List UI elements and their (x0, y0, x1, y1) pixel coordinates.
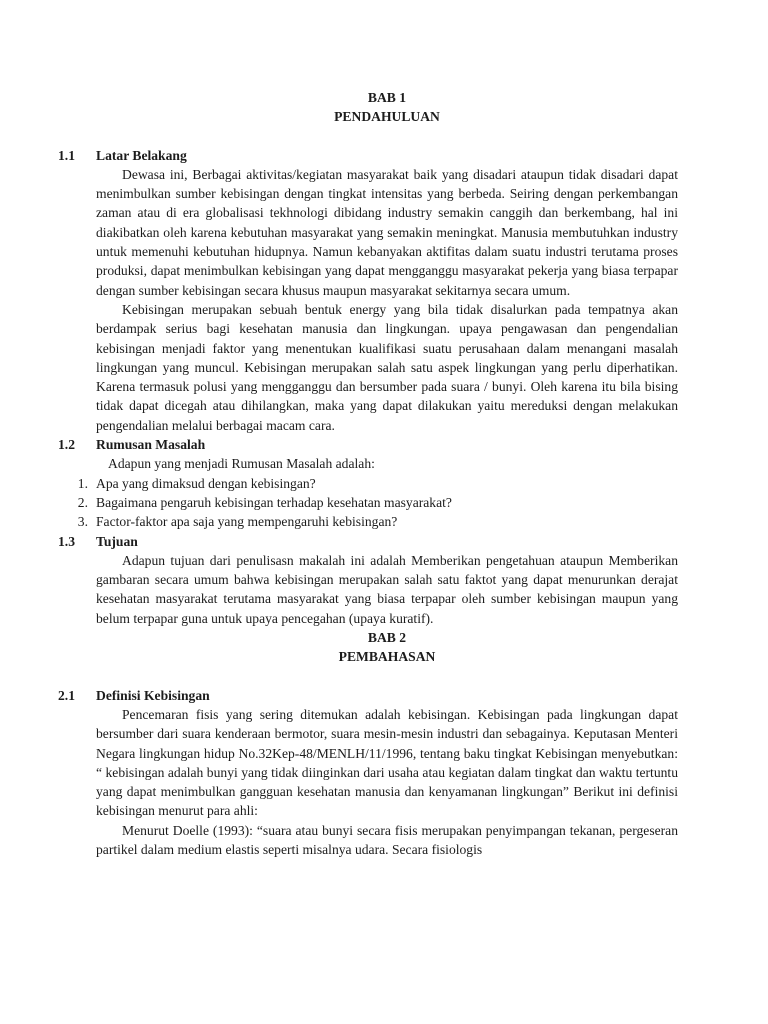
list-item (58, 493, 678, 512)
list-number: 2. (77, 494, 88, 510)
section-number: 2.1 (58, 687, 75, 703)
list-number: 1. (77, 475, 88, 491)
list-item (58, 512, 678, 531)
list-number: 3. (77, 514, 88, 530)
section-1-2-body (96, 454, 678, 473)
spacer (58, 667, 678, 686)
chapter-2-title: BAB 2 (367, 630, 407, 646)
section-1-2-heading (58, 435, 678, 454)
list-item (58, 474, 678, 493)
list-text: Factor-faktor apa saja yang mempengaruhi kebisingan? (96, 514, 398, 530)
list-text: Bagaimana pengaruh kebisingan terhadap kesehatan masyarakat? (96, 494, 452, 510)
section-1-3-body (96, 551, 678, 628)
section-number: 1.2 (58, 437, 75, 453)
paragraph: Dewasa ini, Berbagai aktivitas/kegiatan masyarakat baik yang disadari ataupun tidak disadari dapat menimbulkan sumber kebisingan dengan tingkat intensitas yang berbeda. Seiring dengan perkembangan zaman atau di era globalisasi tekhnologi dibidang industry semakin canggih dan berkembang, hal ini diakibatkan oleh karena kebutuhan masyarakat yang semakin meningkat. Manusia membutuhkan industry untuk memenuhi kebutuhan hidupnya. Namun kebanyakan aktifitas dalam suatu industri terutama proses produksi, dapat menimbulkan kebisingan yang dapat mengganggu masyarakat pekerja yang biasa terpapar dengan sumber kebisingan secara khusus maupun masyarakat sekitarnya secara umum. (96, 166, 678, 298)
section-1-1-heading (58, 146, 678, 165)
paragraph: Kebisingan merupakan sebuah bentuk energy yang bila tidak disalurkan pada tempatnya akan berdampak serius bagi kesehatan manusia dan lingkungan. upaya pengawasan dan pengendalian kebisingan menjadi faktor yang menentukan kualifikasi suatu perusahaan dalam menangani masalah lingkungan yang muncul. Kebisingan merupakan salah satu aspek lingkungan yang perlu diperhatikan. Karena termasuk polusi yang mengganggu dan bersumber pada suara / bunyi. Oleh karena itu bila bising tidak dapat dicegah atau dihilangkan, maka yang dapat dilakukan yaitu mereduksi dengan melakukan pengendalian melalui berbagai macam cara. (96, 301, 678, 433)
section-title: Tujuan (96, 533, 138, 549)
section-number: 1.1 (58, 147, 75, 163)
chapter-2-subtitle: PEMBAHASAN (338, 649, 436, 665)
paragraph: Pencemaran fisis yang sering ditemukan adalah kebisingan. Kebisingan pada lingkungan dapat bersumber dari suara kenderaan bermotor, suara mesin-mesin industri dan sebagainya. Keputasan Menteri Negara lingkungan hidup No.32Kep-48/MENLH/11/1996, tentang baku tingkat Kebisingan menyebutkan: “ kebisingan adalah bunyi yang tidak diinginkan dari usaha atau kegiatan dalam tingkat dan waktu tertuntu yang dapat menimbulkan gangguan kesehatan manusia dan kenyamanan lingkungan” Berikut ini definisi kebisingan menurut para ahli: (96, 706, 678, 819)
section-number: 1.3 (58, 533, 75, 549)
problem-list (58, 474, 678, 532)
section-title: Definisi Kebisingan (96, 687, 210, 703)
paragraph: Adapun tujuan dari penulisasn makalah ini adalah Memberikan pengetahuan ataupun Memberikan gambaran secara umum bahwa kebisingan merupakan salah satu faktot yang dapat menurunkan derajat kesehatan masyarakat terutama masyarakat yang biasa terpapar oleh sumber kebisingan maupun yang belum terpapar guna untuk upaya pencegahan (upaya kuratif). (96, 552, 678, 626)
list-text: Apa yang dimaksud dengan kebisingan? (96, 475, 316, 491)
section-2-1-body (96, 705, 678, 859)
section-2-1-heading (58, 686, 678, 705)
section-1-1-body (96, 165, 678, 435)
paragraph: Menurut Doelle (1993): “suara atau bunyi secara fisis merupakan penyimpangan tekanan, pergeseran partikel dalam medium elastis seperti misalnya udara. Secara fisiologis (96, 822, 678, 857)
paragraph: Adapun yang menjadi Rumusan Masalah adalah: (108, 456, 375, 472)
section-title: Latar Belakang (96, 147, 187, 163)
chapter-1-subtitle: PENDAHULUAN (334, 109, 440, 125)
section-1-3-heading (58, 532, 678, 551)
section-title: Rumusan Masalah (96, 437, 206, 453)
chapter-1-title: BAB 1 (367, 90, 407, 105)
spacer (58, 127, 678, 146)
